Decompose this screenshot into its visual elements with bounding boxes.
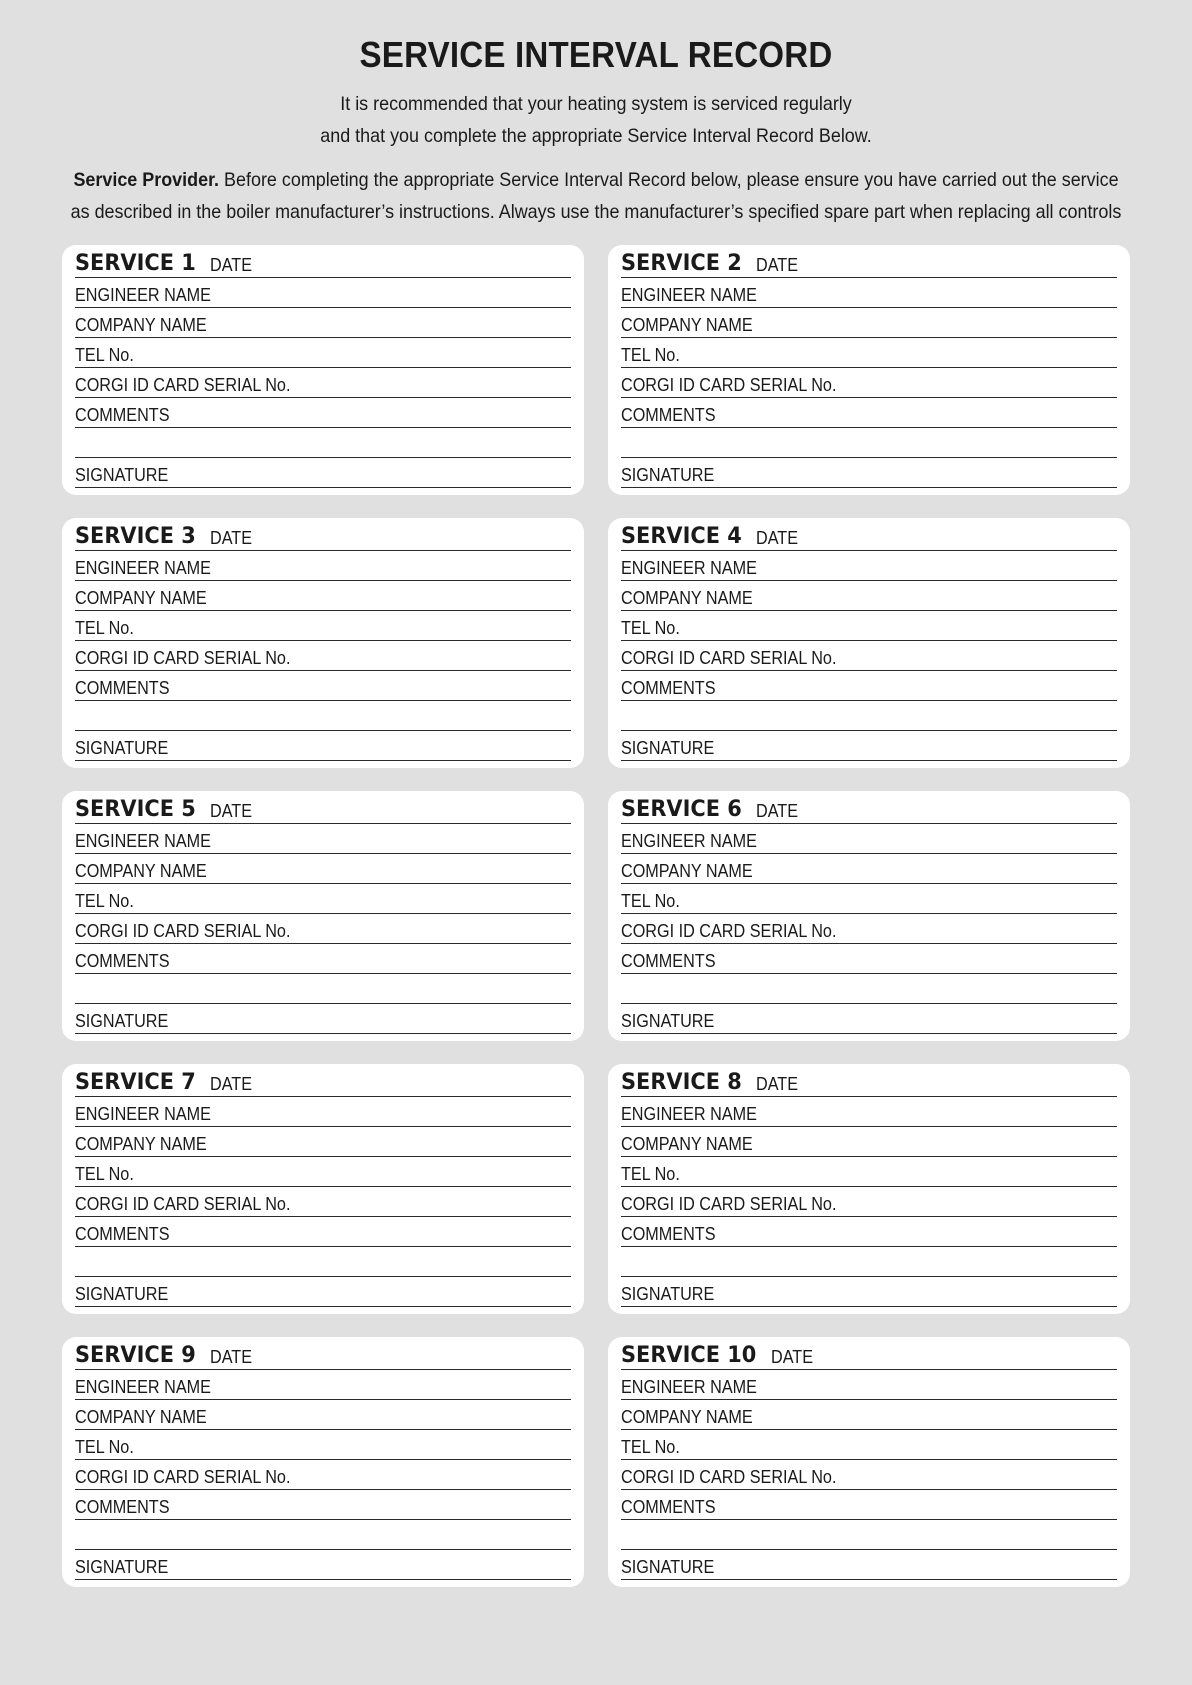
service-card xyxy=(62,791,584,1041)
date-label: DATE xyxy=(756,1074,799,1094)
comments-line[interactable] xyxy=(75,944,571,974)
engineer-name-label: ENGINEER NAME xyxy=(75,831,211,851)
tel-line[interactable] xyxy=(75,1157,571,1187)
provider-line-1 xyxy=(48,164,1145,196)
signature-label: SIGNATURE xyxy=(75,1284,169,1304)
company-name-line[interactable] xyxy=(621,854,1117,884)
engineer-name-line[interactable] xyxy=(75,1370,571,1400)
engineer-name-label: ENGINEER NAME xyxy=(621,1104,757,1124)
company-name-line[interactable] xyxy=(621,308,1117,338)
engineer-name-label: ENGINEER NAME xyxy=(621,1377,757,1397)
corgi-serial-label: CORGI ID CARD SERIAL No. xyxy=(621,921,837,941)
comments-line[interactable] xyxy=(621,944,1117,974)
service-card xyxy=(608,1064,1130,1314)
service-card xyxy=(608,245,1130,495)
comments-line[interactable] xyxy=(75,671,571,701)
tel-label: TEL No. xyxy=(75,345,134,365)
comments-line-2[interactable] xyxy=(621,701,1117,731)
comments-line-2[interactable] xyxy=(75,1247,571,1277)
service-card xyxy=(608,791,1130,1041)
engineer-name-line[interactable] xyxy=(621,278,1117,308)
engineer-name-label: ENGINEER NAME xyxy=(75,558,211,578)
tel-line[interactable] xyxy=(621,1430,1117,1460)
date-label: DATE xyxy=(210,255,253,275)
company-name-line[interactable] xyxy=(75,1127,571,1157)
comments-label: COMMENTS xyxy=(75,405,170,425)
company-name-label: COMPANY NAME xyxy=(621,588,753,608)
date-label: DATE xyxy=(210,528,253,548)
tel-label: TEL No. xyxy=(621,1164,680,1184)
tel-label: TEL No. xyxy=(75,618,134,638)
corgi-serial-line[interactable] xyxy=(621,1460,1117,1490)
corgi-serial-label: CORGI ID CARD SERIAL No. xyxy=(621,1194,837,1214)
tel-label: TEL No. xyxy=(75,1437,134,1457)
date-label: DATE xyxy=(756,528,799,548)
comments-line-2[interactable] xyxy=(621,1247,1117,1277)
signature-label: SIGNATURE xyxy=(621,1557,715,1577)
corgi-serial-label: CORGI ID CARD SERIAL No. xyxy=(75,1194,291,1214)
page-title: SERVICE INTERVAL RECORD xyxy=(359,34,833,75)
service-title: SERVICE 9 xyxy=(75,1343,196,1368)
service-title: SERVICE 8 xyxy=(621,1070,742,1095)
corgi-serial-line[interactable] xyxy=(621,1187,1117,1217)
provider-line-2: as described in the boiler manufacturer’s instructions. Always use the manufacturer’s specified spare part when replacing all controls xyxy=(70,201,1122,223)
date-line[interactable] xyxy=(75,1340,571,1370)
service-grid xyxy=(62,245,1130,1587)
date-label: DATE xyxy=(756,255,799,275)
tel-line[interactable] xyxy=(621,1157,1117,1187)
corgi-serial-label: CORGI ID CARD SERIAL No. xyxy=(75,648,291,668)
comments-label: COMMENTS xyxy=(75,1497,170,1517)
signature-label: SIGNATURE xyxy=(75,465,169,485)
corgi-serial-line[interactable] xyxy=(75,1187,571,1217)
company-name-label: COMPANY NAME xyxy=(621,1407,753,1427)
comments-line[interactable] xyxy=(75,1217,571,1247)
company-name-line[interactable] xyxy=(621,1400,1117,1430)
signature-label: SIGNATURE xyxy=(75,1557,169,1577)
company-name-label: COMPANY NAME xyxy=(621,861,753,881)
comments-line[interactable] xyxy=(75,398,571,428)
company-name-label: COMPANY NAME xyxy=(75,1134,207,1154)
comments-line-2[interactable] xyxy=(75,701,571,731)
company-name-label: COMPANY NAME xyxy=(621,315,753,335)
service-card xyxy=(608,1337,1130,1587)
comments-label: COMMENTS xyxy=(621,405,716,425)
company-name-label: COMPANY NAME xyxy=(75,315,207,335)
signature-line[interactable] xyxy=(621,1550,1117,1580)
service-card xyxy=(62,518,584,768)
comments-label: COMMENTS xyxy=(621,678,716,698)
signature-line[interactable] xyxy=(621,1004,1117,1034)
comments-line-2[interactable] xyxy=(621,1520,1117,1550)
service-title: SERVICE 7 xyxy=(75,1070,196,1095)
tel-line[interactable] xyxy=(75,338,571,368)
company-name-label: COMPANY NAME xyxy=(75,1407,207,1427)
signature-label: SIGNATURE xyxy=(621,738,715,758)
date-line[interactable] xyxy=(621,248,1117,278)
date-label: DATE xyxy=(210,1074,253,1094)
tel-line[interactable] xyxy=(75,611,571,641)
company-name-label: COMPANY NAME xyxy=(75,588,207,608)
comments-label: COMMENTS xyxy=(621,951,716,971)
signature-label: SIGNATURE xyxy=(621,1011,715,1031)
service-title: SERVICE 10 xyxy=(621,1343,757,1368)
company-name-line[interactable] xyxy=(75,308,571,338)
signature-line[interactable] xyxy=(75,1004,571,1034)
tel-label: TEL No. xyxy=(621,345,680,365)
comments-line[interactable] xyxy=(621,398,1117,428)
corgi-serial-label: CORGI ID CARD SERIAL No. xyxy=(621,1467,837,1487)
comments-line[interactable] xyxy=(621,1490,1117,1520)
corgi-serial-label: CORGI ID CARD SERIAL No. xyxy=(621,375,837,395)
company-name-line[interactable] xyxy=(75,581,571,611)
service-title: SERVICE 5 xyxy=(75,797,196,822)
date-line[interactable] xyxy=(75,521,571,551)
corgi-serial-label: CORGI ID CARD SERIAL No. xyxy=(75,1467,291,1487)
engineer-name-line[interactable] xyxy=(621,551,1117,581)
signature-label: SIGNATURE xyxy=(621,1284,715,1304)
service-title: SERVICE 6 xyxy=(621,797,742,822)
company-name-label: COMPANY NAME xyxy=(621,1134,753,1154)
company-name-line[interactable] xyxy=(75,854,571,884)
signature-line[interactable] xyxy=(75,1550,571,1580)
signature-line[interactable] xyxy=(75,731,571,761)
signature-label: SIGNATURE xyxy=(75,738,169,758)
comments-label: COMMENTS xyxy=(621,1497,716,1517)
intro-line-2: and that you complete the appropriate Service Interval Record Below. xyxy=(320,125,872,147)
engineer-name-line[interactable] xyxy=(621,1370,1117,1400)
provider-heading: Service Provider. xyxy=(73,169,220,191)
engineer-name-label: ENGINEER NAME xyxy=(75,1104,211,1124)
tel-label: TEL No. xyxy=(75,891,134,911)
signature-label: SIGNATURE xyxy=(75,1011,169,1031)
corgi-serial-label: CORGI ID CARD SERIAL No. xyxy=(621,648,837,668)
service-title: SERVICE 4 xyxy=(621,524,742,549)
corgi-serial-line[interactable] xyxy=(621,368,1117,398)
signature-line[interactable] xyxy=(621,1277,1117,1307)
engineer-name-label: ENGINEER NAME xyxy=(75,1377,211,1397)
tel-line[interactable] xyxy=(621,338,1117,368)
date-label: DATE xyxy=(210,1347,253,1367)
tel-line[interactable] xyxy=(621,611,1117,641)
engineer-name-line[interactable] xyxy=(621,1097,1117,1127)
tel-label: TEL No. xyxy=(75,1164,134,1184)
service-card xyxy=(62,1064,584,1314)
service-title: SERVICE 2 xyxy=(621,251,742,276)
date-label: DATE xyxy=(771,1347,814,1367)
comments-line[interactable] xyxy=(621,671,1117,701)
signature-line[interactable] xyxy=(621,458,1117,488)
corgi-serial-line[interactable] xyxy=(621,641,1117,671)
service-card xyxy=(62,1337,584,1587)
engineer-name-line[interactable] xyxy=(75,1097,571,1127)
date-line[interactable] xyxy=(621,794,1117,824)
engineer-name-label: ENGINEER NAME xyxy=(621,831,757,851)
engineer-name-line[interactable] xyxy=(75,824,571,854)
tel-line[interactable] xyxy=(75,884,571,914)
date-label: DATE xyxy=(756,801,799,821)
engineer-name-label: ENGINEER NAME xyxy=(75,285,211,305)
comments-line-2[interactable] xyxy=(621,428,1117,458)
comments-label: COMMENTS xyxy=(75,678,170,698)
signature-line[interactable] xyxy=(75,458,571,488)
comments-label: COMMENTS xyxy=(75,951,170,971)
corgi-serial-label: CORGI ID CARD SERIAL No. xyxy=(75,921,291,941)
tel-label: TEL No. xyxy=(621,618,680,638)
corgi-serial-line[interactable] xyxy=(75,1460,571,1490)
date-line[interactable] xyxy=(621,1340,1117,1370)
comments-label: COMMENTS xyxy=(621,1224,716,1244)
intro-line-1: It is recommended that your heating system is serviced regularly xyxy=(340,93,852,115)
date-line[interactable] xyxy=(75,794,571,824)
engineer-name-line[interactable] xyxy=(75,278,571,308)
comments-line-2[interactable] xyxy=(75,428,571,458)
corgi-serial-line[interactable] xyxy=(75,914,571,944)
date-label: DATE xyxy=(210,801,253,821)
engineer-name-line[interactable] xyxy=(621,824,1117,854)
service-title: SERVICE 3 xyxy=(75,524,196,549)
date-line[interactable] xyxy=(621,1067,1117,1097)
signature-line[interactable] xyxy=(75,1277,571,1307)
comments-line[interactable] xyxy=(75,1490,571,1520)
comments-label: COMMENTS xyxy=(75,1224,170,1244)
corgi-serial-line[interactable] xyxy=(621,914,1117,944)
signature-line[interactable] xyxy=(621,731,1117,761)
comments-line[interactable] xyxy=(621,1217,1117,1247)
service-card xyxy=(608,518,1130,768)
provider-text-1: Before completing the appropriate Service Interval Record below, please ensure you have carried out the service xyxy=(219,169,1119,191)
service-title: SERVICE 1 xyxy=(75,251,196,276)
comments-line-2[interactable] xyxy=(75,1520,571,1550)
comments-line-2[interactable] xyxy=(75,974,571,1004)
engineer-name-label: ENGINEER NAME xyxy=(621,558,757,578)
company-name-line[interactable] xyxy=(75,1400,571,1430)
company-name-line[interactable] xyxy=(621,581,1117,611)
tel-label: TEL No. xyxy=(621,891,680,911)
tel-label: TEL No. xyxy=(621,1437,680,1457)
date-line[interactable] xyxy=(75,248,571,278)
company-name-label: COMPANY NAME xyxy=(75,861,207,881)
tel-line[interactable] xyxy=(75,1430,571,1460)
comments-line-2[interactable] xyxy=(621,974,1117,1004)
engineer-name-line[interactable] xyxy=(75,551,571,581)
date-line[interactable] xyxy=(75,1067,571,1097)
corgi-serial-line[interactable] xyxy=(75,368,571,398)
service-card xyxy=(62,245,584,495)
signature-label: SIGNATURE xyxy=(621,465,715,485)
corgi-serial-line[interactable] xyxy=(75,641,571,671)
tel-line[interactable] xyxy=(621,884,1117,914)
company-name-line[interactable] xyxy=(621,1127,1117,1157)
date-line[interactable] xyxy=(621,521,1117,551)
corgi-serial-label: CORGI ID CARD SERIAL No. xyxy=(75,375,291,395)
engineer-name-label: ENGINEER NAME xyxy=(621,285,757,305)
